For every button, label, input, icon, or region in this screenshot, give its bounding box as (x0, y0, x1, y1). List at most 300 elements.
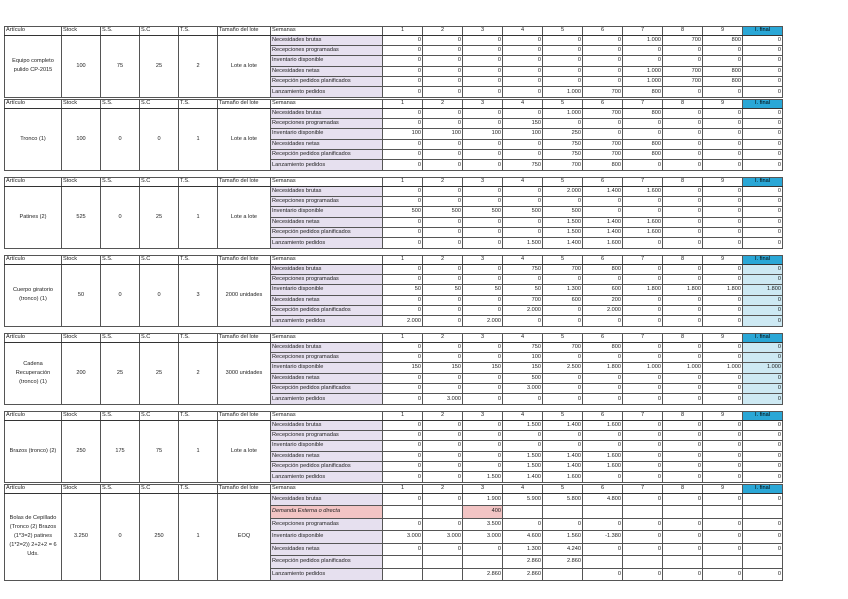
cell-week-6: 0 (583, 118, 623, 128)
cell-week-8: 0 (663, 306, 703, 316)
cell-week-5: 1.400 (543, 462, 583, 472)
cell-week-1: 0 (383, 543, 423, 556)
cell-week-6: 0 (583, 430, 623, 440)
row-label: Necesidades netas (271, 217, 383, 227)
cell-week-1: 0 (383, 66, 423, 76)
header-stock: Stock (62, 485, 101, 494)
header-stock: Stock (62, 27, 101, 36)
cell-week-8: 0 (663, 56, 703, 66)
cell-week-9: 0 (703, 160, 743, 170)
cell-week-8: 0 (663, 493, 703, 506)
cell-week-1: 0 (383, 451, 423, 461)
cell-week-9: 0 (703, 87, 743, 97)
cell-week-7: 800 (623, 87, 663, 97)
mrp-block-3 (4, 177, 783, 249)
cell-week-6: 1.600 (583, 462, 623, 472)
cell-final: 0 (743, 118, 783, 128)
cell-week-4: 0 (503, 139, 543, 149)
cell-week-3: 50 (463, 285, 503, 295)
cell-week-3: 0 (463, 160, 503, 170)
cell-week-3: 0 (463, 430, 503, 440)
cell-week-1: 0 (383, 35, 423, 45)
cell-week-8: 0 (663, 518, 703, 531)
cell-week-2 (423, 506, 463, 519)
cell-week-4: 1.500 (503, 462, 543, 472)
cell-week-6: 0 (583, 196, 623, 206)
cell-final: 0 (743, 108, 783, 118)
cell-week-3: 3.000 (463, 531, 503, 544)
header-week-3: 3 (463, 27, 503, 36)
mrp-block-7 (4, 484, 783, 581)
header-final: I. final (743, 334, 783, 343)
cell-week-6: 0 (583, 316, 623, 326)
row-label: Necesidades brutas (271, 35, 383, 45)
cell-week-7: 0 (623, 306, 663, 316)
header-articulo: Artículo (5, 256, 62, 265)
row-label: Recepción pedidos planificados (271, 150, 383, 160)
cell-week-8: 0 (663, 217, 703, 227)
header-row (5, 485, 783, 494)
cell-week-8: 0 (663, 139, 703, 149)
cell-week-9: 0 (703, 108, 743, 118)
row-label: Recepción pedidos planificados (271, 384, 383, 394)
cell-final: 0 (743, 207, 783, 217)
cell-week-6: 0 (583, 35, 623, 45)
cell-week-1: 0 (383, 518, 423, 531)
header-lote: Tamaño del lote (218, 485, 271, 494)
cell-week-5 (543, 568, 583, 581)
header-week-7: 7 (623, 178, 663, 187)
row-label: Necesidades netas (271, 451, 383, 461)
cell-week-3: 1.900 (463, 493, 503, 506)
cell-week-8: 0 (663, 316, 703, 326)
cell-week-6: 0 (583, 373, 623, 383)
cell-week-5: 0 (543, 373, 583, 383)
cell-week-9: 1.800 (703, 285, 743, 295)
cell-week-2: 0 (423, 472, 463, 482)
cell-week-9: 1.000 (703, 363, 743, 373)
cell-week-2: 0 (423, 441, 463, 451)
cell-week-9: 0 (703, 150, 743, 160)
stock-value: 3.250 (62, 493, 101, 581)
header-stock: Stock (62, 334, 101, 343)
row-label: Lanzamiento pedidos (271, 238, 383, 248)
cell-week-2: 0 (423, 77, 463, 87)
cell-week-4: 0 (503, 150, 543, 160)
cell-week-7: 0 (623, 316, 663, 326)
cell-final: 0 (743, 568, 783, 581)
cell-week-7: 0 (623, 56, 663, 66)
cell-week-4: 0 (503, 316, 543, 326)
cell-week-1: 0 (383, 56, 423, 66)
row-label: Inventario disponible (271, 207, 383, 217)
cell-week-4: 750 (503, 342, 543, 352)
cell-week-7: 800 (623, 150, 663, 160)
cell-week-7: 0 (623, 238, 663, 248)
row-label: Recepciones programadas (271, 196, 383, 206)
cell-week-3 (463, 556, 503, 569)
mrp-table (4, 411, 783, 483)
header-week-7: 7 (623, 485, 663, 494)
cell-week-7: 1.000 (623, 363, 663, 373)
cell-final: 0 (743, 150, 783, 160)
row-label: Recepción pedidos planificados (271, 77, 383, 87)
header-ts: T.S. (179, 334, 218, 343)
cell-week-2: 0 (423, 430, 463, 440)
cell-week-8: 0 (663, 264, 703, 274)
cell-week-7: 0 (623, 274, 663, 284)
cell-week-4: 0 (503, 45, 543, 55)
sc-value: 25 (140, 186, 179, 248)
cell-week-5: 0 (543, 118, 583, 128)
cell-week-5: 0 (543, 352, 583, 362)
cell-week-8: 0 (663, 384, 703, 394)
cell-week-7: 0 (623, 394, 663, 404)
cell-week-2: 0 (423, 186, 463, 196)
header-sc: S.C (140, 485, 179, 494)
cell-week-5: 0 (543, 306, 583, 316)
header-week-9: 9 (703, 485, 743, 494)
cell-week-6: 0 (583, 518, 623, 531)
row-label: Recepción pedidos planificados (271, 556, 383, 569)
cell-week-2: 0 (423, 306, 463, 316)
cell-week-9: 800 (703, 35, 743, 45)
cell-week-5: 0 (543, 518, 583, 531)
mrp-table (4, 255, 783, 327)
header-week-6: 6 (583, 412, 623, 421)
header-week-2: 2 (423, 256, 463, 265)
header-week-1: 1 (383, 256, 423, 265)
header-week-5: 5 (543, 412, 583, 421)
cell-week-4: 0 (503, 77, 543, 87)
cell-week-4: 50 (503, 285, 543, 295)
cell-week-1: 0 (383, 160, 423, 170)
cell-week-7: 1.800 (623, 285, 663, 295)
cell-week-7: 0 (623, 342, 663, 352)
cell-week-9: 0 (703, 45, 743, 55)
cell-week-6: 700 (583, 150, 623, 160)
ts-value: 1 (179, 493, 218, 581)
header-stock: Stock (62, 178, 101, 187)
cell-week-3: 0 (463, 228, 503, 238)
cell-week-8 (663, 506, 703, 519)
header-week-6: 6 (583, 27, 623, 36)
header-week-4: 4 (503, 27, 543, 36)
cell-week-1: 0 (383, 342, 423, 352)
row-label: Demanda Externa o directa (271, 506, 383, 519)
cell-week-3: 100 (463, 129, 503, 139)
cell-week-2: 500 (423, 207, 463, 217)
cell-week-5: 1.000 (543, 87, 583, 97)
cell-week-6: 1.800 (583, 363, 623, 373)
cell-week-1: 150 (383, 363, 423, 373)
row-label: Necesidades netas (271, 295, 383, 305)
cell-week-1: 50 (383, 285, 423, 295)
cell-week-8: 0 (663, 394, 703, 404)
cell-week-4: 0 (503, 87, 543, 97)
cell-week-1: 0 (383, 274, 423, 284)
cell-week-9: 0 (703, 56, 743, 66)
header-week-1: 1 (383, 485, 423, 494)
row-label: Necesidades netas (271, 139, 383, 149)
lote-value: Lote a lote (218, 108, 271, 170)
cell-week-2: 0 (423, 295, 463, 305)
cell-week-3: 2.000 (463, 316, 503, 326)
cell-week-4: 0 (503, 441, 543, 451)
cell-week-9: 0 (703, 420, 743, 430)
cell-week-8: 1.800 (663, 285, 703, 295)
cell-week-5: 1.300 (543, 285, 583, 295)
lote-value: EOQ (218, 493, 271, 581)
cell-week-1: 0 (383, 441, 423, 451)
header-sc: S.C (140, 178, 179, 187)
table-row (5, 108, 783, 118)
cell-final: 0 (743, 264, 783, 274)
header-week-8: 8 (663, 27, 703, 36)
cell-week-2: 0 (423, 373, 463, 383)
cell-week-9: 0 (703, 384, 743, 394)
cell-final: 0 (743, 462, 783, 472)
cell-week-8: 0 (663, 160, 703, 170)
cell-week-9: 0 (703, 373, 743, 383)
cell-week-7: 0 (623, 129, 663, 139)
header-final: I. final (743, 178, 783, 187)
cell-week-7: 1.000 (623, 35, 663, 45)
cell-week-9: 0 (703, 518, 743, 531)
mrp-table (4, 26, 783, 98)
header-row (5, 100, 783, 109)
cell-week-3: 150 (463, 363, 503, 373)
cell-week-8: 0 (663, 430, 703, 440)
header-sc: S.C (140, 256, 179, 265)
header-articulo: Artículo (5, 27, 62, 36)
header-ss: S.S. (101, 100, 140, 109)
cell-week-9: 0 (703, 274, 743, 284)
cell-week-9: 0 (703, 129, 743, 139)
cell-week-6: 700 (583, 87, 623, 97)
cell-week-4: 3.000 (503, 384, 543, 394)
cell-week-8: 0 (663, 207, 703, 217)
cell-week-2: 0 (423, 238, 463, 248)
row-label: Necesidades brutas (271, 342, 383, 352)
header-week-1: 1 (383, 178, 423, 187)
cell-week-9: 0 (703, 441, 743, 451)
cell-week-7: 0 (623, 451, 663, 461)
cell-week-7: 0 (623, 420, 663, 430)
header-semanas: Semanas (271, 27, 383, 36)
cell-week-3: 0 (463, 264, 503, 274)
cell-week-2: 150 (423, 363, 463, 373)
cell-week-8: 0 (663, 531, 703, 544)
cell-week-4: 0 (503, 108, 543, 118)
cell-week-9: 0 (703, 228, 743, 238)
header-week-9: 9 (703, 100, 743, 109)
ss-value: 175 (101, 420, 140, 482)
cell-week-2: 0 (423, 160, 463, 170)
cell-week-1: 0 (383, 472, 423, 482)
cell-week-5: 0 (543, 77, 583, 87)
cell-week-6: 0 (583, 274, 623, 284)
cell-week-4: 4.600 (503, 531, 543, 544)
cell-week-1: 0 (383, 217, 423, 227)
cell-week-6 (583, 556, 623, 569)
ts-value: 3 (179, 264, 218, 326)
cell-week-1: 0 (383, 238, 423, 248)
cell-week-4: 2.860 (503, 556, 543, 569)
header-week-4: 4 (503, 100, 543, 109)
cell-week-8: 0 (663, 87, 703, 97)
mrp-block-2 (4, 99, 783, 171)
cell-final: 0 (743, 306, 783, 316)
cell-week-2: 0 (423, 420, 463, 430)
cell-week-2: 0 (423, 274, 463, 284)
cell-week-4: 500 (503, 373, 543, 383)
cell-week-6: 0 (583, 77, 623, 87)
header-articulo: Artículo (5, 485, 62, 494)
cell-week-6: 0 (583, 207, 623, 217)
cell-week-7: 0 (623, 462, 663, 472)
cell-week-9: 0 (703, 264, 743, 274)
header-week-7: 7 (623, 100, 663, 109)
row-label: Necesidades netas (271, 543, 383, 556)
header-week-8: 8 (663, 100, 703, 109)
cell-week-8: 0 (663, 108, 703, 118)
header-week-1: 1 (383, 27, 423, 36)
header-final: I. final (743, 256, 783, 265)
cell-week-7: 0 (623, 118, 663, 128)
cell-week-4: 0 (503, 196, 543, 206)
cell-week-1: 3.000 (383, 531, 423, 544)
cell-week-8: 0 (663, 451, 703, 461)
header-sc: S.C (140, 100, 179, 109)
cell-week-1: 0 (383, 352, 423, 362)
cell-week-9: 0 (703, 207, 743, 217)
cell-week-8: 0 (663, 373, 703, 383)
cell-week-8: 0 (663, 238, 703, 248)
cell-week-2: 0 (423, 384, 463, 394)
cell-week-9: 0 (703, 306, 743, 316)
cell-week-1: 0 (383, 264, 423, 274)
cell-week-6: 0 (583, 129, 623, 139)
cell-final: 0 (743, 56, 783, 66)
header-week-9: 9 (703, 178, 743, 187)
cell-week-5: 1.400 (543, 451, 583, 461)
ts-value: 2 (179, 35, 218, 97)
header-sc: S.C (140, 412, 179, 421)
cell-week-1: 0 (383, 228, 423, 238)
cell-week-3: 0 (463, 295, 503, 305)
cell-week-5: 250 (543, 129, 583, 139)
cell-week-7: 0 (623, 373, 663, 383)
header-sc: S.C (140, 334, 179, 343)
cell-final: 0 (743, 543, 783, 556)
cell-final: 0 (743, 160, 783, 170)
cell-week-2: 0 (423, 87, 463, 97)
ss-value: 0 (101, 493, 140, 581)
cell-week-6: 0 (583, 384, 623, 394)
cell-week-7: 1.600 (623, 217, 663, 227)
cell-final: 0 (743, 228, 783, 238)
cell-week-3: 0 (463, 77, 503, 87)
header-week-5: 5 (543, 27, 583, 36)
sc-value: 0 (140, 264, 179, 326)
cell-week-4: 0 (503, 518, 543, 531)
row-label: Recepciones programadas (271, 352, 383, 362)
header-week-6: 6 (583, 256, 623, 265)
sc-value: 250 (140, 493, 179, 581)
row-label: Recepción pedidos planificados (271, 462, 383, 472)
cell-week-4: 0 (503, 430, 543, 440)
cell-week-3: 0 (463, 384, 503, 394)
cell-week-9: 800 (703, 66, 743, 76)
cell-week-3: 0 (463, 373, 503, 383)
header-ts: T.S. (179, 178, 218, 187)
cell-week-7 (623, 556, 663, 569)
header-week-5: 5 (543, 334, 583, 343)
mrp-block-6 (4, 411, 783, 483)
cell-week-3: 0 (463, 352, 503, 362)
stock-value: 100 (62, 35, 101, 97)
cell-week-6: 0 (583, 352, 623, 362)
row-label: Inventario disponible (271, 531, 383, 544)
cell-week-8: 0 (663, 118, 703, 128)
cell-week-2: 3.000 (423, 531, 463, 544)
header-ts: T.S. (179, 100, 218, 109)
header-week-4: 4 (503, 412, 543, 421)
cell-week-5: 5.800 (543, 493, 583, 506)
cell-week-2: 0 (423, 316, 463, 326)
header-ts: T.S. (179, 412, 218, 421)
header-ss: S.S. (101, 334, 140, 343)
header-lote: Tamaño del lote (218, 256, 271, 265)
cell-week-6: 0 (583, 56, 623, 66)
articulo-name: Equipo completo pulido CP-2015 (5, 35, 62, 97)
cell-week-2: 100 (423, 129, 463, 139)
cell-week-1: 500 (383, 207, 423, 217)
cell-final: 0 (743, 493, 783, 506)
row-label: Necesidades netas (271, 373, 383, 383)
cell-week-1: 100 (383, 129, 423, 139)
cell-week-2: 0 (423, 462, 463, 472)
cell-week-2: 3.000 (423, 394, 463, 404)
cell-week-8: 0 (663, 568, 703, 581)
cell-week-8: 0 (663, 274, 703, 284)
header-week-5: 5 (543, 100, 583, 109)
cell-final: 0 (743, 384, 783, 394)
cell-final: 0 (743, 217, 783, 227)
cell-week-1: 0 (383, 196, 423, 206)
header-stock: Stock (62, 256, 101, 265)
row-label: Lanzamiento pedidos (271, 472, 383, 482)
header-week-9: 9 (703, 27, 743, 36)
cell-week-6: 0 (583, 568, 623, 581)
cell-week-2: 0 (423, 150, 463, 160)
cell-week-8: 0 (663, 462, 703, 472)
cell-week-1 (383, 556, 423, 569)
cell-week-5: 1.500 (543, 228, 583, 238)
header-final: I. final (743, 27, 783, 36)
cell-week-5: 2.860 (543, 556, 583, 569)
cell-week-4: 1.300 (503, 543, 543, 556)
cell-week-2: 0 (423, 228, 463, 238)
cell-week-4: 0 (503, 394, 543, 404)
cell-week-2: 0 (423, 139, 463, 149)
header-week-5: 5 (543, 485, 583, 494)
cell-week-1: 2.000 (383, 316, 423, 326)
cell-week-3: 0 (463, 118, 503, 128)
header-week-2: 2 (423, 412, 463, 421)
cell-week-3: 0 (463, 394, 503, 404)
